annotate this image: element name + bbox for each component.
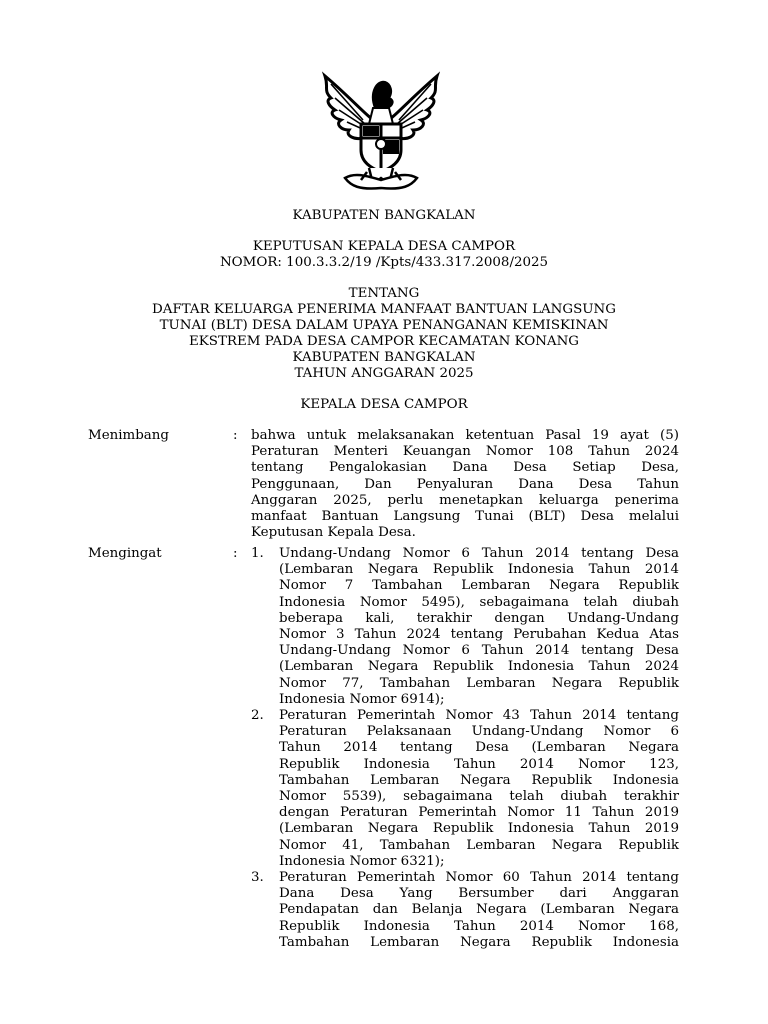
mengingat-line: Nomor 41, Tambahan Lembaran Negara Republik: [279, 837, 679, 853]
mengingat-line: Undang-Undang Nomor 6 Tahun 2014 tentang Desa: [279, 546, 679, 561]
mengingat-line: Nomor 5539), sebagaimana telah diubah terakhir: [279, 788, 679, 804]
subject-line-4: KABUPATEN BANGKALAN: [292, 350, 476, 365]
mengingat-line: Nomor 7 Tambahan Lembaran Negara Republik: [279, 578, 679, 594]
mengingat-line: Tambahan Lembaran Negara Republik Indonesia: [279, 772, 679, 788]
menimbang-line: tentang Pengalokasian Dana Desa Setiap Desa,: [251, 460, 679, 476]
head-of-village-title: KEPALA DESA CAMPOR: [300, 397, 468, 412]
mengingat-line: Nomor 3 Tahun 2024 tentang Perubahan Kedua Atas: [279, 626, 679, 642]
mengingat-line: Pendapatan dan Belanja Negara (Lembaran Negara: [279, 902, 679, 918]
mengingat-line: Dana Desa Yang Bersumber dari Anggaran: [279, 886, 679, 902]
mengingat-line: Tahun 2014 tentang Desa (Lembaran Negara: [279, 740, 679, 756]
garuda-emblem-icon: [311, 68, 451, 194]
subject-line-2: TUNAI (BLT) DESA DALAM UPAYA PENANGANAN KEMISKINAN: [159, 318, 609, 333]
subject-line-1: DAFTAR KELUARGA PENERIMA MANFAAT BANTUAN LANGSUNG: [152, 302, 616, 317]
mengingat-line: Republik Indonesia Tahun 2014 Nomor 168,: [279, 918, 679, 934]
mengingat-colon: :: [233, 546, 238, 561]
mengingat-item-1: [279, 546, 679, 708]
mengingat-line: (Lembaran Negara Republik Indonesia Tahun 2019: [279, 821, 679, 837]
mengingat-item-number: 1.: [251, 546, 264, 561]
menimbang-line: Anggaran 2025, perlu menetapkan keluarga penerima: [251, 492, 679, 508]
mengingat-item-number: 3.: [251, 870, 264, 885]
mengingat-line: Peraturan Pelaksanaan Undang-Undang Nomor 6: [279, 724, 679, 740]
mengingat-line: Tambahan Lembaran Negara Republik Indonesia: [279, 934, 679, 950]
mengingat-line: Nomor 77, Tambahan Lembaran Negara Republik: [279, 675, 679, 691]
menimbang-line: bahwa untuk melaksanakan ketentuan Pasal 19 ayat (5): [251, 428, 679, 443]
mengingat-line: beberapa kali, terakhir dengan Undang-Undang: [279, 610, 679, 626]
menimbang-line: Penggunaan, Dan Penyaluran Dana Desa Tahun: [251, 476, 679, 492]
mengingat-label: Mengingat: [88, 546, 162, 561]
menimbang-label: Menimbang: [88, 428, 169, 443]
decree-title: KEPUTUSAN KEPALA DESA CAMPOR: [252, 239, 516, 254]
mengingat-line: Indonesia Nomor 6321);: [279, 853, 445, 869]
menimbang-colon: :: [233, 428, 238, 443]
menimbang-line: Peraturan Menteri Keuangan Nomor 108 Tahun 2024: [251, 444, 679, 460]
menimbang-line: manfaat Bantuan Langsung Tunai (BLT) Desa melalui: [251, 508, 679, 524]
mengingat-line: Undang-Undang Nomor 6 Tahun 2014 tentang Desa: [279, 643, 679, 659]
mengingat-line: Indonesia Nomor 5495), sebagaimana telah diubah: [279, 594, 679, 610]
mengingat-item-number: 2.: [251, 708, 264, 723]
mengingat-item-2: [279, 708, 679, 870]
mengingat-line: Peraturan Pemerintah Nomor 43 Tahun 2014 tentang: [279, 708, 679, 723]
subject-line-5: TAHUN ANGGARAN 2025: [294, 366, 474, 381]
mengingat-line: Peraturan Pemerintah Nomor 60 Tahun 2014 tentang: [279, 870, 679, 885]
mengingat-line: Indonesia Nomor 6914);: [279, 691, 445, 707]
mengingat-line: dengan Peraturan Pemerintah Nomor 11 Tahun 2019: [279, 805, 679, 821]
menimbang-line: Keputusan Kepala Desa.: [251, 525, 416, 541]
tentang-heading: TENTANG: [348, 286, 420, 301]
mengingat-line: Republik Indonesia Tahun 2014 Nomor 123,: [279, 756, 679, 772]
mengingat-line: (Lembaran Negara Republik Indonesia Tahun 2024: [279, 659, 679, 675]
regency-title: KABUPATEN BANGKALAN: [292, 208, 476, 223]
menimbang-text: [251, 428, 679, 541]
mengingat-line: (Lembaran Negara Republik Indonesia Tahun 2014: [279, 562, 679, 578]
decree-number: NOMOR: 100.3.3.2/19 /Kpts/433.317.2008/2025: [219, 255, 549, 270]
subject-line-3: EKSTREM PADA DESA CAMPOR KECAMATAN KONANG: [189, 334, 579, 349]
mengingat-item-3: [279, 870, 679, 951]
